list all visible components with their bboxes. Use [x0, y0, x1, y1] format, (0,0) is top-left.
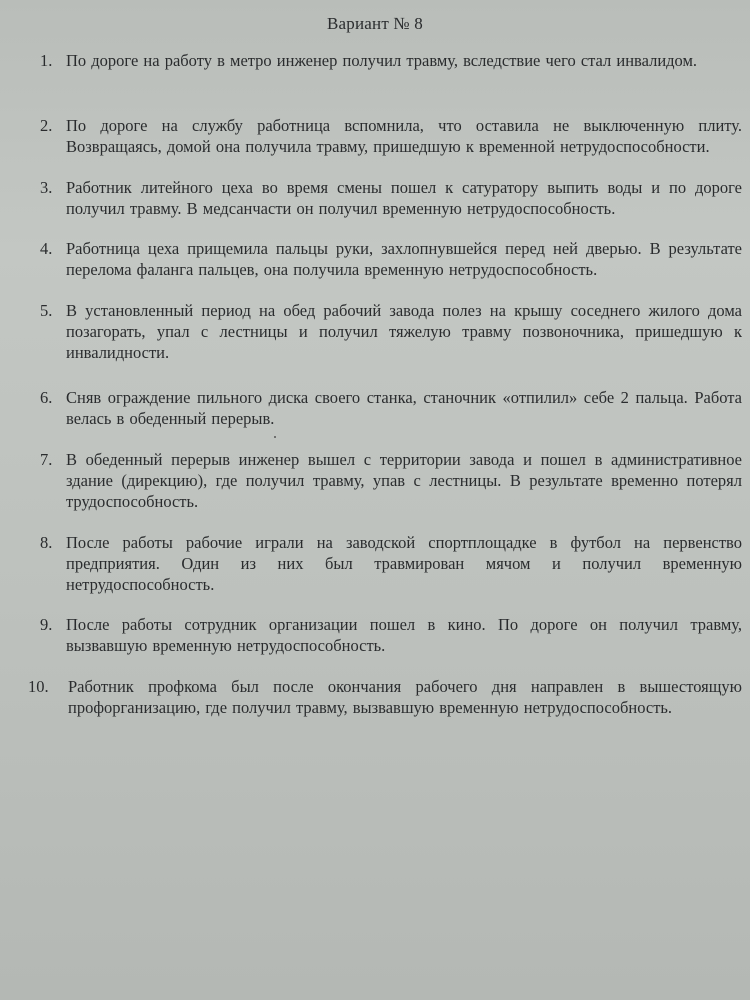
page-title: Вариант № 8 — [327, 14, 423, 33]
list-item — [28, 50, 742, 71]
list-item — [28, 115, 742, 157]
item-number: 2. — [40, 116, 53, 135]
item-number: 10. — [28, 677, 49, 696]
item-text: По дороге на работу в метро инженер получил травму, вследствие чего стал инвалидом. — [66, 51, 698, 70]
item-text: По дороге на службу работница вспомнила, что оставила не выключенную плиту. Возвращаясь, домой она получила травму, пришедшую к временной нетрудоспособности. — [66, 116, 742, 156]
item-text: Работник профкома был после окончания рабочего дня направлен в вышестоящую профорганизацию, где получил травму, вызвавшую временную нетрудоспособность. — [68, 677, 742, 717]
item-text: В установленный период на обед рабочий завода полез на крышу соседнего жилого дома позагорать, упал с лестницы и получил тяжелую травму позвоночника, пришедшую к инвалидности. — [66, 301, 742, 362]
item-number: 6. — [40, 388, 53, 407]
list-item — [28, 676, 742, 718]
list-item — [28, 614, 742, 656]
item-text: Работник литейного цеха во время смены пошел к сатуратору выпить воды и по дороге получил травму. В медсанчасти он получил временную нетрудоспособность. — [66, 178, 742, 218]
item-text: В обеденный перерыв инженер вышел с территории завода и пошел в административное здание (дирекцию), где получил травму, упав с лестницы. В результате временно потерял трудоспособность. — [66, 450, 742, 511]
item-number: 3. — [40, 178, 53, 197]
list-item — [28, 387, 742, 429]
item-number: 5. — [40, 301, 53, 320]
item-number: 9. — [40, 615, 53, 634]
list-item — [28, 238, 742, 280]
item-number: 1. — [40, 51, 53, 70]
item-text: После работы сотрудник организации пошел в кино. По дороге он получил травму, вызвавшую временную нетрудоспособность. — [66, 615, 742, 655]
item-number: 8. — [40, 533, 53, 552]
list-item — [28, 177, 742, 219]
item-text: Работница цеха прищемила пальцы руки, захлопнувшейся перед ней дверью. В результате перелома фаланга пальцев, она получила временную нетрудоспособность. — [66, 239, 742, 279]
item-text: После работы рабочие играли на заводской спортплощадке в футбол на первенство предприятия. Один из них был травмирован мячом и получил временную нетрудоспособность. — [66, 533, 742, 594]
item-text: Сняв ограждение пильного диска своего станка, станочник «отпилил» себе 2 пальца. Работа велась в обеденный перерыв. — [66, 388, 742, 428]
item-number: 4. — [40, 239, 53, 258]
list-item — [28, 532, 742, 595]
list-item — [28, 300, 742, 363]
list-item — [28, 449, 742, 512]
item-number: 7. — [40, 450, 53, 469]
paper-speck — [274, 436, 276, 438]
